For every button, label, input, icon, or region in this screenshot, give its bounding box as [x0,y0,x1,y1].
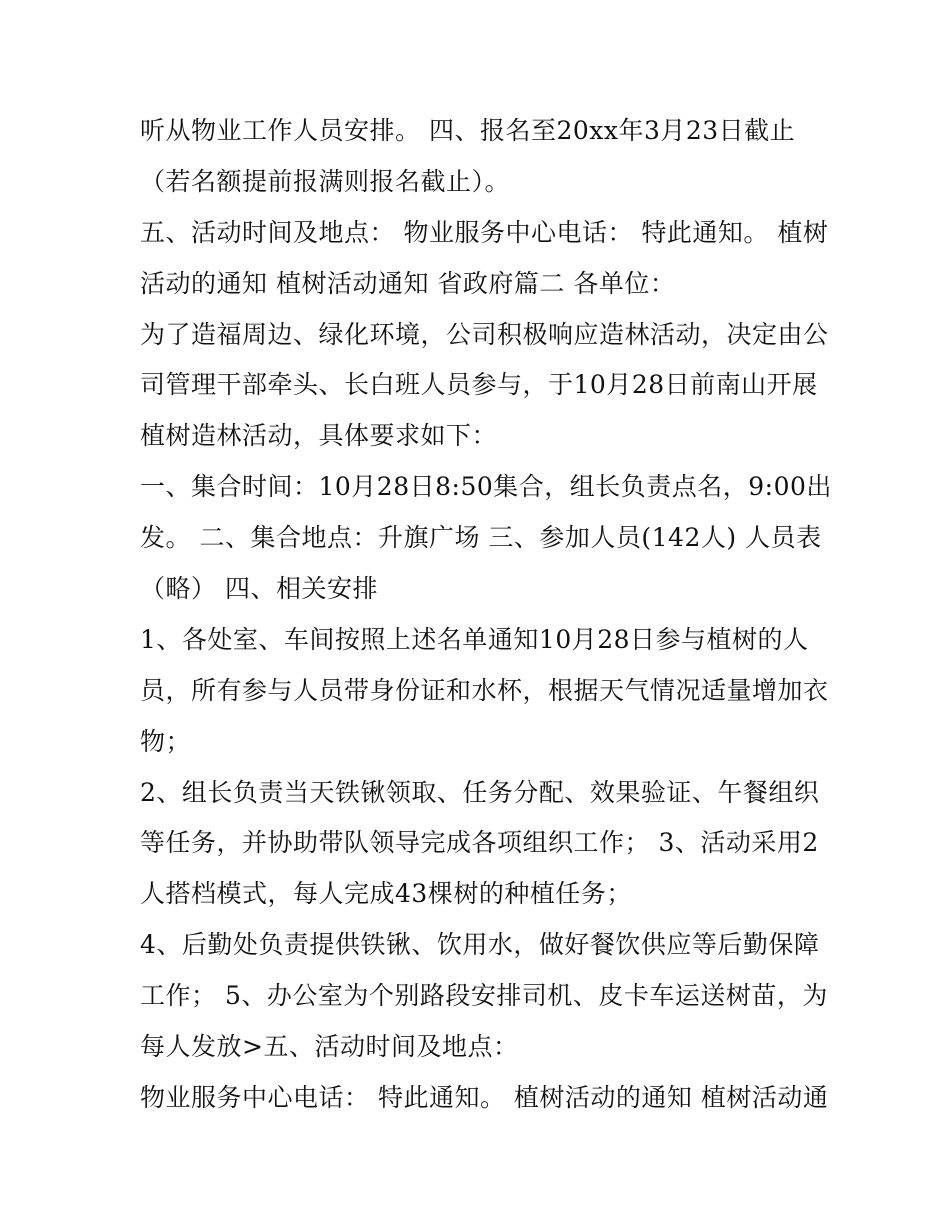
text-line: 人搭档模式，每人完成43棵树的种植任务； [140,879,632,909]
text-line: 等任务，并协助带队领导完成各项组织工作； 3、活动采用2 [140,828,819,858]
text-line: （若名额提前报满则报名截止）。 [140,166,511,196]
text-line: 员，所有参与人员带身份证和水杯，根据天气情况适量增加衣 [140,675,829,705]
text-line: 发。 二、集合地点：升旗广场 三、参加人员(142人) 人员表 [140,523,822,553]
text-line: 活动的通知 植树活动通知 省政府篇二 各单位： [140,268,676,298]
text-line: 司管理干部牵头、长白班人员参与，于10月28日前南山开展 [140,370,818,400]
text-line: 为了造福周边、绿化环境，公司积极响应造林活动，决定由公 [140,319,829,349]
text-line: 1、各处室、车间按照上述名单通知10月28日参与植树的人 [140,624,809,654]
text-line: 一、集合时间：10月28日8:50集合，组长负责点名，9:00出 [140,472,832,502]
text-line: 每人发放>五、活动时间及地点： [140,1032,519,1062]
text-line: （略） 四、相关安排 [140,574,378,604]
text-line: 听从物业工作人员安排。 四、报名至20xx年3月23日截止 [140,116,796,145]
text-line: 物； [140,726,192,756]
text-line: 物业服务中心电话： 特此通知。 植树活动的通知 植树活动通 [140,1082,829,1112]
text-line: 2、组长负责当天铁锹领取、任务分配、效果验证、午餐组织 [140,777,820,807]
body-text [140,106,832,1124]
text-line: 4、后勤处负责提供铁锹、饮用水，做好餐饮供应等后勤保障 [140,930,820,960]
text-line: 工作； 5、办公室为个别路段安排司机、皮卡车运送树苗，为 [140,981,828,1011]
text-line: 五、活动时间及地点： 物业服务中心电话： 特此通知。 植树 [140,217,829,247]
text-line: 植树造林活动，具体要求如下： [140,421,498,451]
